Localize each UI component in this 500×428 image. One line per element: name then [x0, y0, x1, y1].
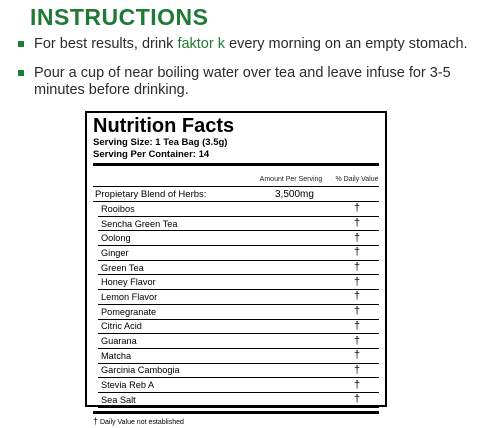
- ingredient-name: Sea Salt: [101, 394, 136, 405]
- ingredient-daily-value: †: [353, 231, 361, 244]
- ingredient-daily-value: †: [353, 393, 361, 406]
- ingredient-name: Rooibos: [101, 203, 135, 214]
- ingredient-daily-value: †: [353, 349, 361, 362]
- ingredient-name: Ginger: [101, 247, 129, 258]
- blend-label: Propietary Blend of Herbs:: [95, 188, 207, 200]
- ingredient-row: [98, 349, 379, 364]
- instruction-item-1: [18, 36, 493, 53]
- ingredient-name: Sencha Green Tea: [101, 218, 178, 229]
- ingredient-name: Green Tea: [101, 262, 144, 273]
- ingredient-row: [98, 334, 379, 349]
- ingredient-name: Matcha: [101, 350, 132, 361]
- footnote: [93, 416, 379, 428]
- ingredient-row: [98, 275, 379, 290]
- ingredient-daily-value: †: [353, 290, 361, 303]
- ingredient-name: Oolong: [101, 233, 131, 244]
- serving-size: Serving Size: 1 Tea Bag (3.5g): [93, 137, 228, 148]
- ingredient-name: Honey Flavor: [101, 277, 156, 288]
- ingredient-daily-value: †: [353, 275, 361, 288]
- ingredient-row: [98, 261, 379, 276]
- ingredient-daily-value: †: [353, 319, 361, 332]
- nutrition-facts-title: Nutrition Facts: [93, 115, 235, 137]
- dagger-symbol: †: [93, 415, 99, 426]
- ingredient-name: Guarana: [101, 336, 137, 347]
- ingredient-name: Citric Acid: [101, 321, 142, 332]
- ingredient-daily-value: †: [353, 305, 361, 318]
- bullet-square-icon: [18, 70, 24, 76]
- column-header-row: [93, 166, 379, 187]
- ingredient-daily-value: †: [353, 246, 361, 259]
- ingredient-name: Lemon Flavor: [101, 291, 158, 302]
- ingredient-row: [98, 231, 379, 246]
- ingredient-daily-value: †: [353, 217, 361, 230]
- ingredient-row: [98, 246, 379, 261]
- ingredient-daily-value: †: [353, 202, 361, 215]
- ingredient-row: [98, 290, 379, 305]
- ingredient-row: [98, 217, 379, 232]
- ingredient-row: [98, 320, 379, 335]
- ingredient-daily-value: †: [353, 363, 361, 376]
- ingredient-row: [98, 364, 379, 379]
- ingredient-list: [93, 202, 379, 408]
- instruction-item-2: [18, 65, 493, 99]
- blend-row: [93, 187, 379, 202]
- instructions-heading: INSTRUCTIONS: [30, 4, 209, 30]
- ingredient-daily-value: †: [353, 378, 361, 391]
- ingredient-daily-value: †: [353, 334, 361, 347]
- ingredient-row: [98, 202, 379, 217]
- footnote-text: Daily Value not established: [99, 418, 184, 426]
- instruction-1-text-start: For best results, drink: [34, 36, 178, 52]
- amount-per-serving-header: Amount Per Serving: [259, 176, 323, 183]
- instruction-1-text-end: every morning on an empty stomach.: [224, 36, 468, 52]
- ingredient-daily-value: †: [353, 261, 361, 274]
- ingredient-name: Stevia Reb A: [101, 380, 155, 391]
- ingredient-name: Pomegranate: [101, 306, 157, 317]
- ingredient-row: [98, 393, 379, 408]
- daily-value-header: % Daily Value: [335, 176, 379, 183]
- bottom-divider: [93, 411, 379, 414]
- nutrition-facts-panel: [85, 111, 387, 426]
- bullet-square-icon: [18, 41, 24, 47]
- blend-amount: 3,500mg: [275, 188, 314, 200]
- ingredient-row: [98, 305, 379, 320]
- instruction-2-text: Pour a cup of near boiling water over tea and leave infuse for 3-5 minutes before drinking.: [34, 65, 451, 98]
- ingredient-row: [98, 378, 379, 393]
- instructions-list: [18, 36, 493, 111]
- ingredient-name: Garcinia Cambogia: [101, 365, 180, 376]
- brand-name: faktor k: [177, 36, 225, 52]
- servings-per-container: Serving Per Container: 14: [93, 149, 210, 160]
